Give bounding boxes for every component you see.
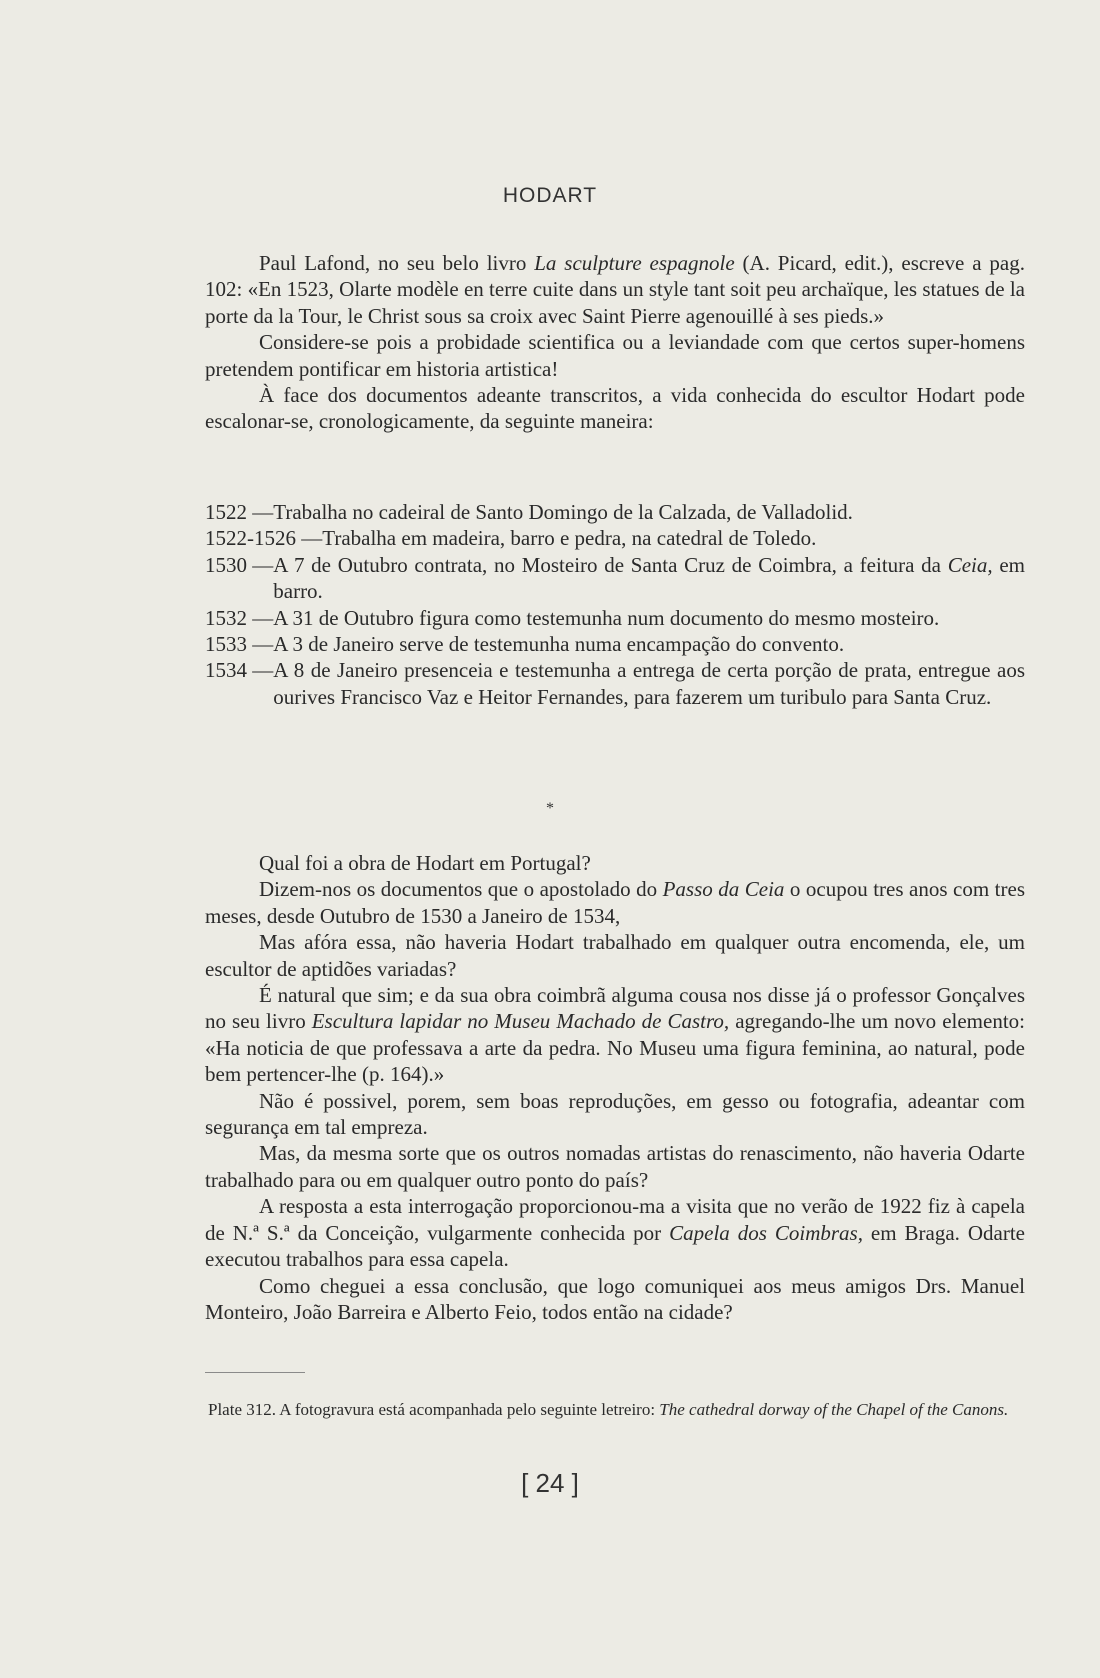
section-two-text	[205, 850, 1025, 1325]
chronology-text: A 31 de Outubro figura como testemunha num documento do mesmo mosteiro.	[273, 605, 940, 630]
emphasis: Ceia,	[947, 552, 993, 577]
intro-text	[205, 250, 1025, 435]
emphasis: The cathedral dorway of the Chapel of the Canons.	[659, 1400, 1009, 1419]
text-span: agregando-lhe um novo elemento: «Ha noticia de que professava a arte da pedra. No Museu uma figura feminina, ao natural, pode bem pertencer-lhe (p. 164).»	[205, 1009, 1026, 1087]
emphasis: Passo da Ceia	[662, 877, 785, 902]
chronology-item	[205, 499, 1025, 525]
chronology-date: 1530 —	[205, 552, 274, 577]
chronology-date: 1522-1526 —	[205, 526, 323, 551]
text-span: Plate 312. A fotogravura está acompanhada pelo seguinte letreiro:	[208, 1400, 660, 1419]
chronology-item	[205, 631, 1025, 657]
paragraph	[205, 1193, 1025, 1272]
book-title: La sculpture espagnole	[534, 251, 735, 275]
page-title: HODART	[502, 184, 598, 207]
text-span: (A. Picard, edit.), escreve a pag. 102: «En 1523, Olarte modèle en terre cuite dans un style tant soit peu archaïque, les statues de la porte da la Tour, le Christ sous sa croix avec Saint Pierre agenouillé à ses pieds.»	[205, 251, 1025, 328]
emphasis: Capela dos Coimbras,	[669, 1220, 863, 1245]
paragraph	[205, 250, 1025, 329]
text-span: É natural que sim; e da sua obra coimbrã alguma cousa nos disse já o professor Gonçalves no seu livro	[205, 983, 1025, 1034]
chronology-date: 1522 —	[205, 500, 274, 524]
paragraph: Como cheguei a essa conclusão, que logo comuniquei aos meus amigos Drs. Manuel Monteiro, João Barreira e Alberto Feio, todos então na cidade?	[205, 1273, 1025, 1324]
chronology-date: 1533 —	[205, 632, 274, 657]
paragraph: À face dos documentos adeante transcritos, a vida conhecida do escultor Hodart pode escalonar-se, cronologicamente, da seguinte maneira:	[205, 383, 1025, 434]
footnote-divider	[205, 1372, 305, 1373]
paragraph: Mas, da mesma sorte que os outros nomadas artistas do renascimento, não haveria Odarte trabalhado para ou em qualquer outro ponto do país?	[205, 1141, 1025, 1192]
chronology-item	[205, 525, 1025, 551]
chronology-text	[273, 552, 1025, 605]
text-span: A 7 de Outubro contrata, no Mosteiro de Santa Cruz de Coimbra, a feitura da	[273, 552, 948, 577]
text-span: o ocupou tres anos com tres meses, desde Outubro de 1530 a Janeiro de 1534,	[205, 877, 1025, 928]
chronology-item	[205, 552, 1025, 605]
chronology-list	[205, 499, 1025, 710]
chronology-item	[205, 605, 1025, 631]
paragraph: Qual foi a obra de Hodart em Portugal?	[259, 851, 591, 875]
text-span: Paul Lafond, no seu belo livro	[259, 251, 535, 275]
chronology-text: A 3 de Janeiro serve de testemunha numa encampação do convento.	[273, 632, 845, 657]
page-number: [ 24 ]	[521, 1468, 579, 1498]
chronology-text: A 8 de Janeiro presenceia e testemunha a entrega de certa porção de prata, entregue aos ourives Francisco Vaz e Heitor Fernandes, para fazerem um turibulo para Santa Cruz.	[273, 658, 1025, 709]
paragraph: Mas afóra essa, não haveria Hodart trabalhado em qualquer outra encomenda, ele, um escultor de aptidões variadas?	[205, 930, 1025, 981]
chronology-text: Trabalha no cadeiral de Santo Domingo de la Calzada, de Valladolid.	[273, 500, 853, 524]
text-span: em Braga. Odarte executou trabalhos para essa capela.	[205, 1220, 1025, 1272]
footnote	[208, 1398, 1028, 1422]
section-separator: *	[546, 800, 554, 817]
chronology-date: 1534 —	[205, 658, 274, 683]
text-span: A resposta a esta interrogação proporcionou-ma a visita que no verão de 1922 fiz à capela de N.ª S.ª da Conceição, vulgarmente conhecida por	[205, 1194, 1025, 1245]
chronology-text: Trabalha em madeira, barro e pedra, na catedral de Toledo.	[322, 526, 817, 551]
paragraph	[205, 982, 1025, 1088]
text-span: Dizem-nos os documentos que o apostolado do	[259, 877, 663, 902]
paragraph: Considere-se pois a probidade scientifica ou a leviandade com que certos super-homens pretendem pontificar em historia artistica!	[205, 330, 1025, 381]
emphasis: Escultura lapidar no Museu Machado de Castro,	[311, 1009, 730, 1034]
chronology-item	[205, 657, 1025, 710]
chronology-date: 1532 —	[205, 605, 274, 630]
paragraph	[205, 876, 1025, 929]
paragraph: Não é possivel, porem, sem boas reproduções, em gesso ou fotografia, adeantar com segurança em tal empreza.	[205, 1088, 1025, 1140]
text-span: em barro.	[273, 552, 1026, 604]
